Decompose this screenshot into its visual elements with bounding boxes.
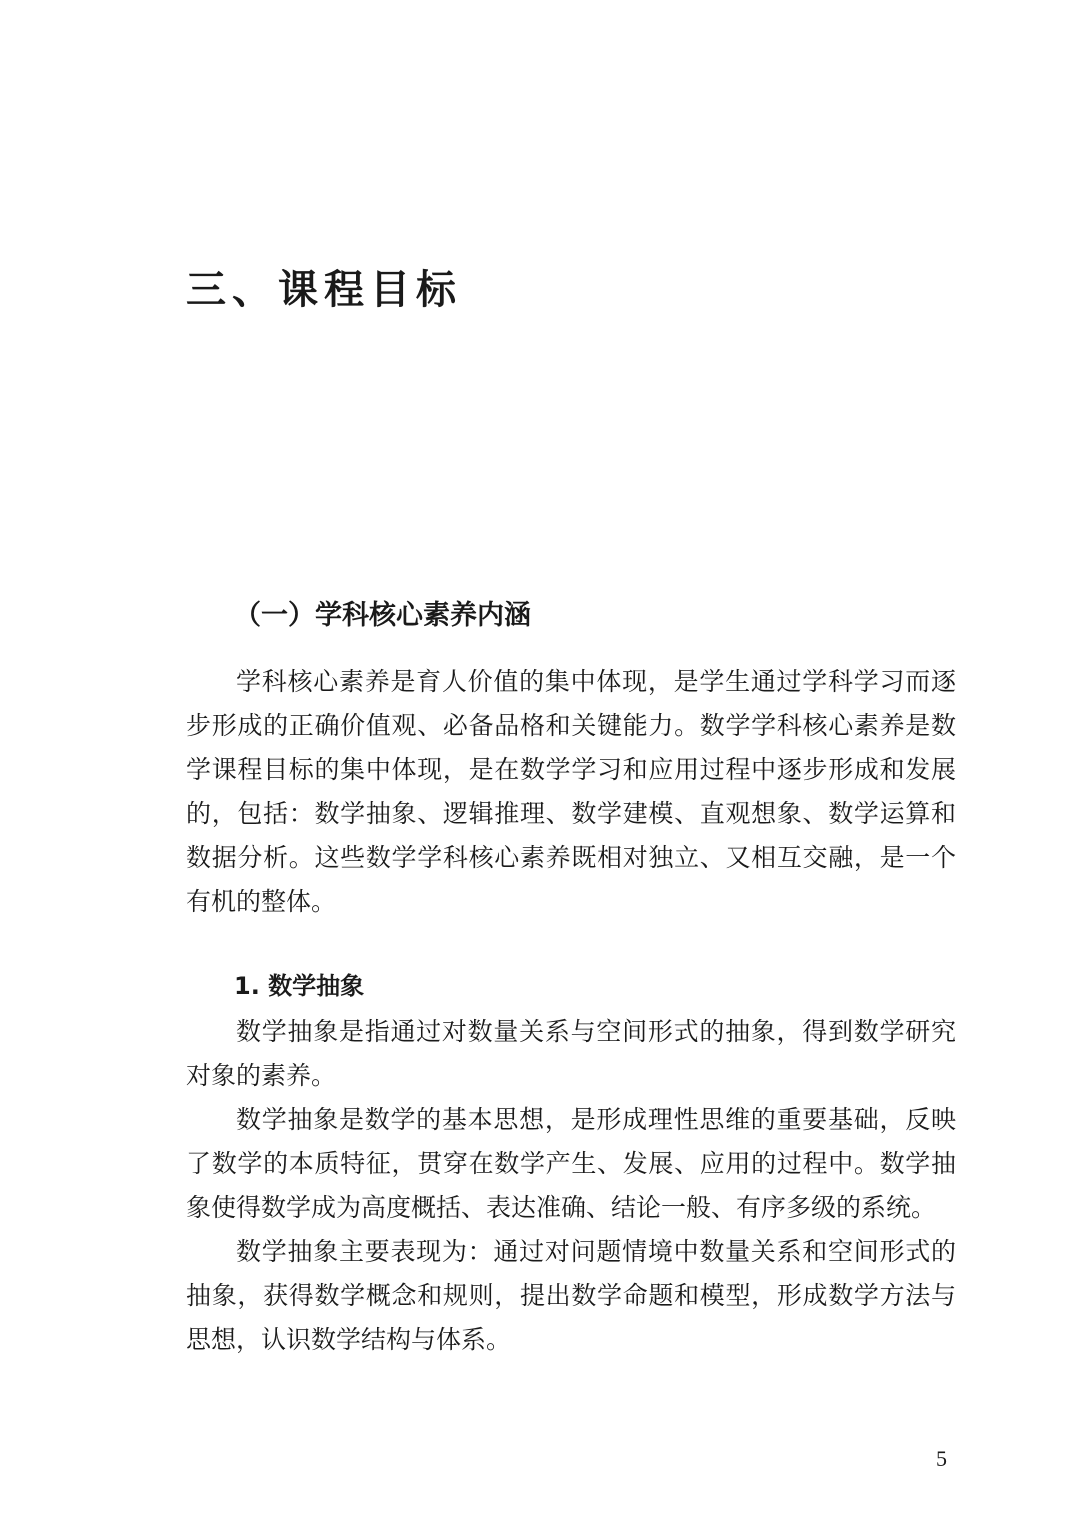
body-paragraph: 数学抽象是指通过对数量关系与空间形式的抽象，得到数学研究对象的素养。 — [186, 1017, 956, 1090]
subsection-heading: 1. 数学抽象 — [234, 972, 365, 1000]
page-number: 5 — [936, 1446, 947, 1471]
chapter-title: 三、课程目标 — [186, 267, 462, 313]
section-intro-paragraph: 学科核心素养是育人价值的集中体现，是学生通过学科学习而逐步形成的正确价值观、必备品格和关键能力。数学学科核心素养是数学课程目标的集中体现，是在数学学习和应用过程中逐步形成和发展的，包括：数学抽象、逻辑推理、数学建模、直观想象、数学运算和数据分析。这些数学学科核心素养既相对独立、又相互交融，是一个有机的整体。 — [186, 667, 956, 916]
body-paragraph: 数学抽象主要表现为：通过对问题情境中数量关系和空间形式的抽象，获得数学概念和规则，提出数学命题和模型，形成数学方法与思想，认识数学结构与体系。 — [186, 1237, 956, 1354]
section-title: （一）学科核心素养内涵 — [234, 600, 531, 631]
body-paragraph: 数学抽象是数学的基本思想，是形成理性思维的重要基础，反映了数学的本质特征，贯穿在数学产生、发展、应用的过程中。数学抽象使得数学成为高度概括、表达准确、结论一般、有序多级的系统。 — [186, 1105, 956, 1222]
